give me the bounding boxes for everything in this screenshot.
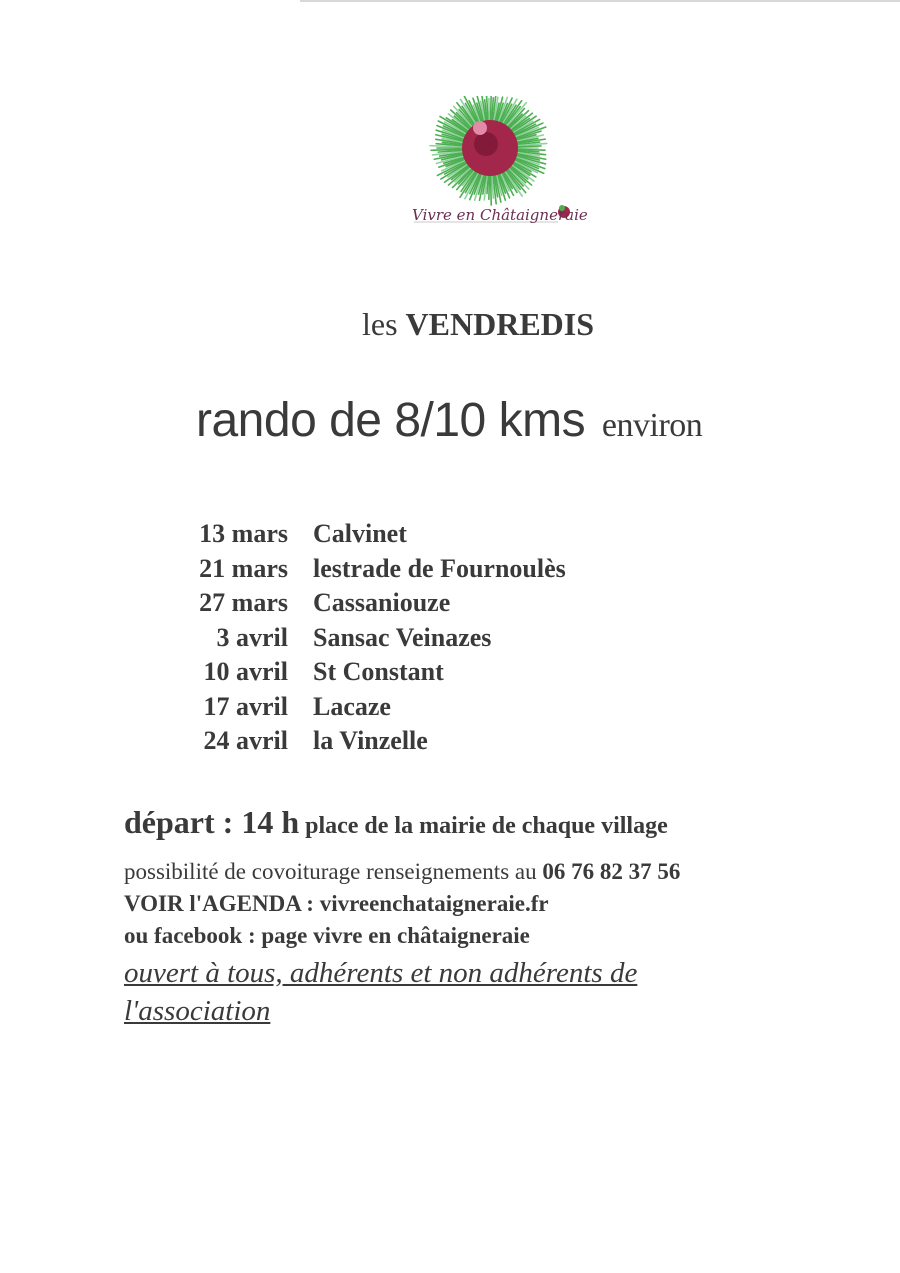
carpool-line: [124, 856, 680, 888]
schedule-date: 17 avril: [203, 691, 288, 721]
subtitle-day: VENDREDIS: [405, 306, 595, 342]
schedule-place: Lacaze: [313, 691, 391, 721]
title-main: rando de 8/10 kms: [196, 394, 586, 447]
schedule-place: Sansac Veinazes: [313, 622, 492, 652]
schedule-date: 13 mars: [199, 519, 288, 549]
scan-edge-line: [300, 0, 900, 2]
logo-text: Vivre en Châtaigneraie: [412, 206, 588, 224]
website-link[interactable]: vivreenchataigneraie.fr: [319, 891, 549, 916]
subtitle: [362, 306, 594, 343]
schedule-row: [170, 724, 566, 759]
schedule-date: 21 mars: [199, 553, 288, 583]
schedule-place: Calvinet: [313, 519, 407, 549]
facebook-page-link[interactable]: page vivre en châtaigneraie: [261, 923, 530, 948]
schedule-place: la Vinzelle: [313, 726, 428, 756]
schedule-row: [170, 517, 566, 552]
agenda-label: VOIR l'AGENDA :: [124, 891, 314, 916]
association-logo: [408, 96, 588, 246]
schedule-date: 27 mars: [199, 588, 288, 618]
schedule-date: 24 avril: [203, 726, 288, 756]
schedule-place: Cassaniouze: [313, 588, 451, 618]
schedule-date: 10 avril: [203, 657, 288, 687]
title-suffix: environ: [601, 407, 703, 444]
subtitle-prefix: les: [362, 306, 398, 342]
schedule-row: [170, 690, 566, 725]
departure-location: place de la mairie de chaque village: [305, 813, 668, 839]
carpool-text: possibilité de covoiturage renseignements au: [124, 859, 537, 884]
facebook-line: [124, 920, 680, 952]
departure-line: [124, 804, 668, 841]
open-to-all-note: ouvert à tous, adhérents et non adhérents de l'association: [124, 957, 638, 1027]
schedule-list: [170, 517, 566, 759]
schedule-row: [170, 586, 566, 621]
schedule-place: lestrade de Fournoulès: [313, 553, 566, 583]
schedule-date: 3 avril: [216, 622, 288, 652]
schedule-row: [170, 655, 566, 690]
schedule-place: St Constant: [313, 657, 444, 687]
contact-info: [124, 856, 680, 952]
schedule-row: [170, 552, 566, 587]
facebook-label: ou facebook :: [124, 923, 256, 948]
schedule-row: [170, 621, 566, 656]
page-title: [196, 393, 702, 448]
departure-label: départ : 14 h: [124, 804, 300, 840]
phone-number: 06 76 82 37 56: [542, 859, 681, 884]
agenda-line: [124, 888, 680, 920]
